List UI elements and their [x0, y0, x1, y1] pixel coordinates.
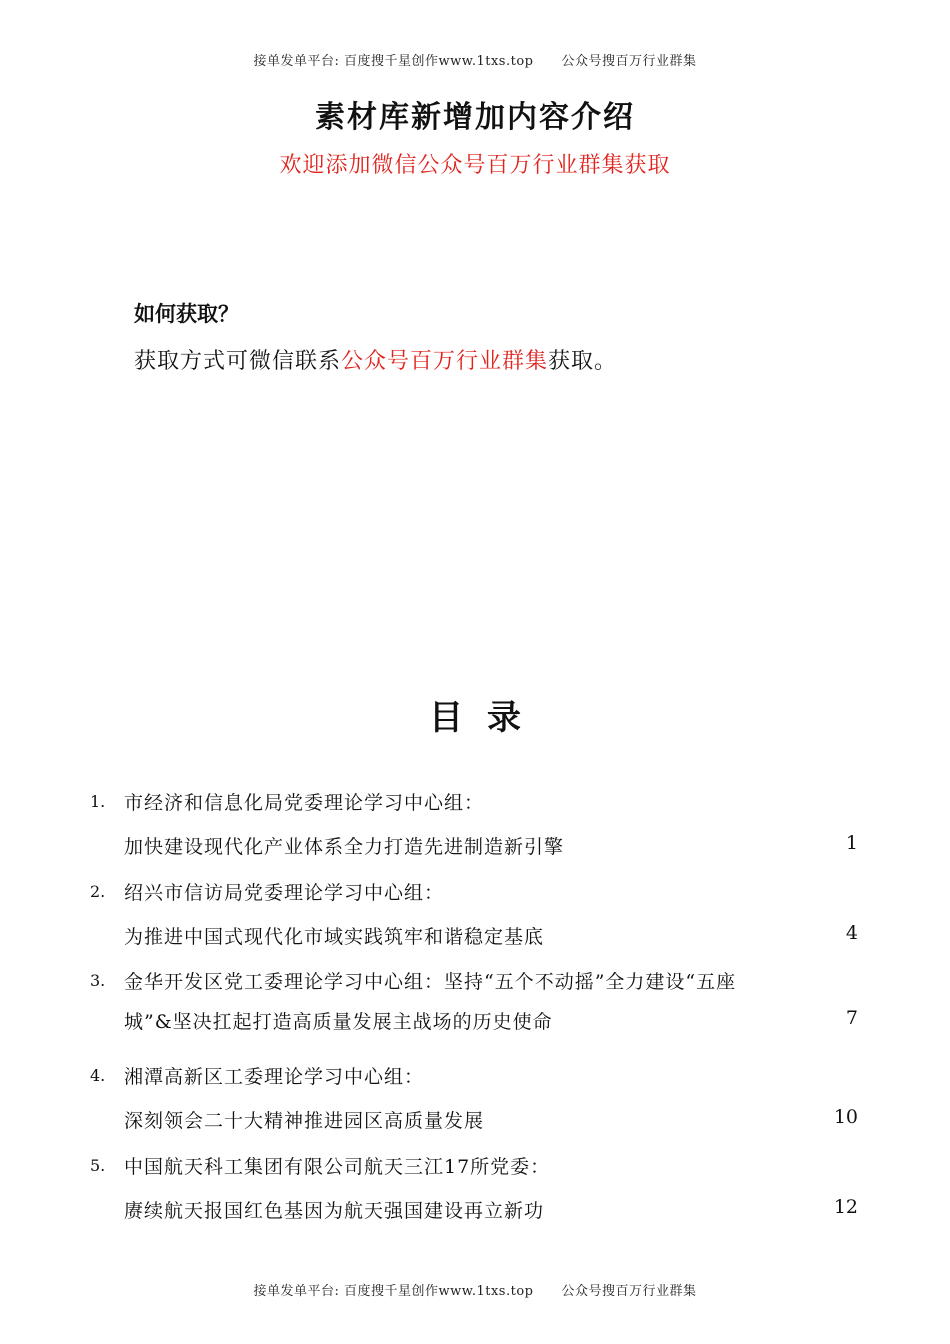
toc-item-line1: 湘潭高新区工委理论学习中心组：: [124, 1066, 425, 1088]
toc-item-page: 4: [845, 922, 858, 944]
page-title: 素材库新增加内容介绍: [315, 100, 635, 135]
footer-left-text: 接单发单平台: 百度搜千星创作www.1txs.top: [253, 1284, 534, 1299]
answer-prefix: 获取方式可微信联系: [134, 349, 342, 374]
toc-item-line2[interactable]: 加快建设现代化产业体系全力打造先进制造新引擎: [124, 836, 565, 858]
answer-suffix: 获取。: [548, 349, 618, 374]
toc-item-page: 1: [845, 832, 858, 854]
toc-item-line1: 金华开发区党工委理论学习中心组：坚持“五个不动摇”全力建设“五座: [124, 971, 737, 993]
toc-title: 目录: [429, 698, 545, 738]
toc-item-number: 4.: [90, 1066, 106, 1085]
header-right-text: 公众号搜百万行业群集: [561, 54, 697, 69]
toc-item-page: 12: [833, 1196, 858, 1218]
toc-item-line1: 中国航天科工集团有限公司航天三江17所党委：: [124, 1156, 551, 1178]
page-header: [0, 50, 950, 69]
how-to-get-text: [134, 344, 617, 375]
toc-item-number: 1.: [90, 792, 106, 811]
toc-item-line2[interactable]: 城”&坚决扛起打造高质量发展主战场的历史使命: [124, 1011, 553, 1033]
header-left-text: 接单发单平台: 百度搜千星创作www.1txs.top: [253, 54, 534, 69]
page-subtitle: 欢迎添加微信公众号百万行业群集获取: [279, 153, 671, 178]
toc-item-number: 3.: [90, 971, 106, 990]
toc-item-line2[interactable]: 深刻领会二十大精神推进园区高质量发展: [124, 1110, 485, 1132]
toc-item-number: 5.: [90, 1156, 106, 1175]
answer-highlight: 公众号百万行业群集: [341, 349, 549, 374]
how-to-get-heading: 如何获取？: [134, 301, 239, 326]
toc-item-line2[interactable]: 赓续航天报国红色基因为航天强国建设再立新功: [124, 1200, 545, 1222]
toc-item-page: 10: [833, 1106, 858, 1128]
toc-item-line1: 市经济和信息化局党委理论学习中心组：: [124, 792, 485, 814]
toc-item-line2[interactable]: 为推进中国式现代化市域实践筑牢和谐稳定基底: [124, 926, 545, 948]
toc-item-line1: 绍兴市信访局党委理论学习中心组：: [124, 882, 445, 904]
page-footer: [0, 1280, 950, 1299]
footer-right-text: 公众号搜百万行业群集: [561, 1284, 697, 1299]
toc-item-number: 2.: [90, 882, 106, 901]
toc-item-page: 7: [845, 1007, 858, 1029]
